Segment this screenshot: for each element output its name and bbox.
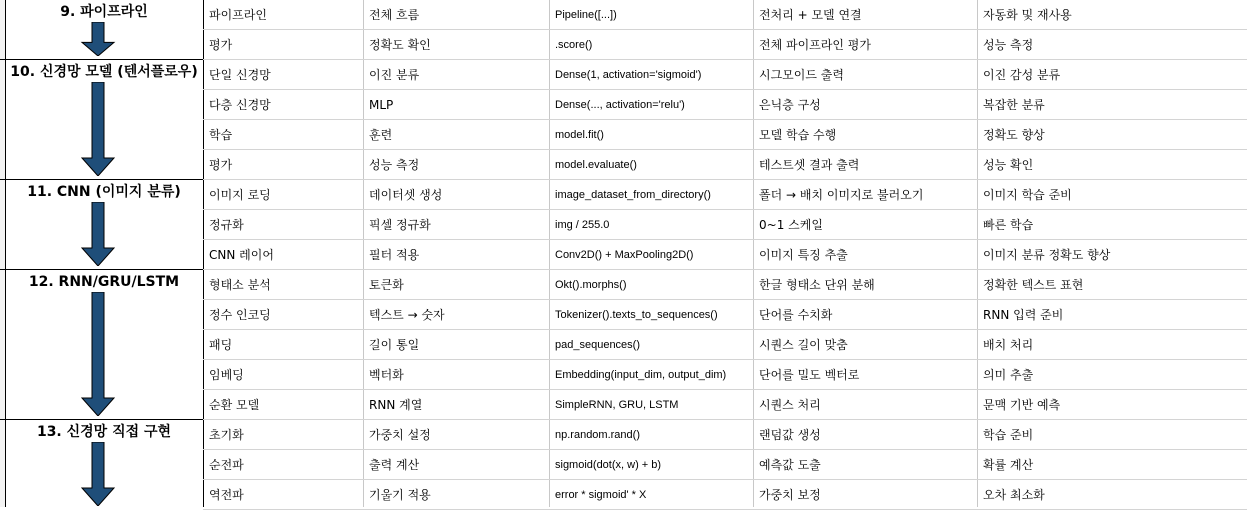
table-cell[interactable]: SimpleRNN, GRU, LSTM <box>555 399 679 411</box>
table-cell[interactable]: 패딩 <box>209 338 233 352</box>
table-cell[interactable]: 단일 신경망 <box>209 68 271 82</box>
table-cell[interactable]: 길이 통일 <box>369 338 420 352</box>
table-cell[interactable]: pad_sequences() <box>555 339 641 351</box>
table-cell[interactable]: np.random.rand() <box>555 429 640 441</box>
table-cell[interactable]: 문맥 기반 예측 <box>983 398 1061 412</box>
table-cell[interactable]: Dense(1, activation='sigmoid') <box>555 69 702 81</box>
table-cell[interactable]: error * sigmoid' * X <box>555 489 647 501</box>
section-divider <box>0 419 203 420</box>
table-cell[interactable]: 학습 준비 <box>983 428 1034 442</box>
table-cell[interactable]: 토큰화 <box>369 278 404 292</box>
table-cell[interactable]: 시그모이드 출력 <box>759 68 844 82</box>
table-cell[interactable]: 확률 계산 <box>983 458 1034 472</box>
table-cell[interactable]: 이미지 학습 준비 <box>983 188 1072 202</box>
table-cell[interactable]: 단어를 수치화 <box>759 308 833 322</box>
table-cell[interactable]: img / 255.0 <box>555 219 610 231</box>
table-cell[interactable]: Okt().morphs() <box>555 279 627 291</box>
table-cell[interactable]: image_dataset_from_directory() <box>555 189 711 201</box>
table-cell[interactable]: 역전파 <box>209 488 244 502</box>
table-cell[interactable]: 성능 측정 <box>369 158 420 172</box>
table-cell[interactable]: sigmoid(dot(x, w) + b) <box>555 459 662 471</box>
table-cell[interactable]: 기울기 적용 <box>369 488 431 502</box>
table-cell[interactable]: 정확도 확인 <box>369 38 431 52</box>
table-cell[interactable]: 훈련 <box>369 128 393 142</box>
down-arrow-icon <box>78 202 118 266</box>
table-cell[interactable]: 폴더 → 배치 이미지로 불러오기 <box>759 188 924 202</box>
table-cell[interactable]: 필터 적용 <box>369 248 420 262</box>
table-cell[interactable]: 배치 처리 <box>983 338 1034 352</box>
table-cell[interactable]: 학습 <box>209 128 233 142</box>
table-cell[interactable]: 평가 <box>209 38 233 52</box>
table-cell[interactable]: 이미지 분류 정확도 향상 <box>983 248 1111 262</box>
section-title: 13. 신경망 직접 구현 <box>36 424 172 440</box>
table-cell[interactable]: 빠른 학습 <box>983 218 1034 232</box>
down-arrow-icon <box>78 442 118 506</box>
table-cell[interactable]: 임베딩 <box>209 368 244 382</box>
section-title: 10. 신경망 모델 (텐서플로우) <box>10 64 198 80</box>
table-cell[interactable]: 이진 분류 <box>369 68 420 82</box>
table-cell[interactable]: 성능 측정 <box>983 38 1034 52</box>
table-cell[interactable]: CNN 레이어 <box>209 248 274 262</box>
table-cell[interactable]: model.fit() <box>555 129 604 141</box>
section-title: 12. RNN/GRU/LSTM <box>28 274 180 290</box>
table-cell[interactable]: 텍스트 → 숫자 <box>369 308 445 322</box>
table-cell[interactable]: 평가 <box>209 158 233 172</box>
table-cell[interactable]: 전처리 + 모델 연결 <box>759 8 862 22</box>
table-cell[interactable]: Dense(..., activation='relu') <box>555 99 685 111</box>
table-cell[interactable]: 복잡한 분류 <box>983 98 1045 112</box>
table-cell[interactable]: 가중치 보정 <box>759 488 821 502</box>
table-cell[interactable]: 파이프라인 <box>209 8 267 22</box>
table-cell[interactable]: 정규화 <box>209 218 244 232</box>
table-cell[interactable]: 전체 파이프라인 평가 <box>759 38 871 52</box>
table-cell[interactable]: 시퀀스 처리 <box>759 398 821 412</box>
table-cell[interactable]: 픽셀 정규화 <box>369 218 431 232</box>
table-cell[interactable]: 이진 감성 분류 <box>983 68 1061 82</box>
column-divider <box>203 0 204 507</box>
column-divider <box>977 0 978 507</box>
column-divider <box>753 0 754 507</box>
table-cell[interactable]: 0~1 스케일 <box>759 218 823 232</box>
table-cell[interactable]: 예측값 도출 <box>759 458 821 472</box>
table-cell[interactable]: 은닉층 구성 <box>759 98 821 112</box>
table-cell[interactable]: Conv2D() + MaxPooling2D() <box>555 249 694 261</box>
table-cell[interactable]: 다층 신경망 <box>209 98 271 112</box>
column-divider <box>549 0 550 507</box>
table-cell[interactable]: 성능 확인 <box>983 158 1034 172</box>
section-divider <box>0 179 203 180</box>
section-title: 9. 파이프라인 <box>60 4 148 20</box>
table-cell[interactable]: 정확도 향상 <box>983 128 1045 142</box>
table-cell[interactable]: 형태소 분석 <box>209 278 271 292</box>
table-cell[interactable]: 랜덤값 생성 <box>759 428 821 442</box>
table-cell[interactable]: 출력 계산 <box>369 458 420 472</box>
table-cell[interactable]: 시퀀스 길이 맞춤 <box>759 338 848 352</box>
section-title: 11. CNN (이미지 분류) <box>27 184 181 200</box>
table-cell[interactable]: 모델 학습 수행 <box>759 128 837 142</box>
down-arrow-icon <box>78 82 118 176</box>
table-cell[interactable]: 테스트셋 결과 출력 <box>759 158 860 172</box>
table-cell[interactable]: Tokenizer().texts_to_sequences() <box>555 309 718 321</box>
column-divider <box>363 0 364 507</box>
table-cell[interactable]: 한글 형태소 단위 분해 <box>759 278 875 292</box>
table-cell[interactable]: 정확한 텍스트 표현 <box>983 278 1084 292</box>
section-divider <box>0 269 203 270</box>
table-cell[interactable]: 의미 추출 <box>983 368 1034 382</box>
table-cell[interactable]: 이미지 로딩 <box>209 188 271 202</box>
table-cell[interactable]: .score() <box>555 39 593 51</box>
down-arrow-icon <box>78 292 118 416</box>
table-cell[interactable]: 초기화 <box>209 428 244 442</box>
table-cell[interactable]: 데이터셋 생성 <box>369 188 443 202</box>
table-cell[interactable]: Pipeline([...]) <box>555 9 617 21</box>
table-cell[interactable]: RNN 계열 <box>369 398 423 412</box>
table-cell[interactable]: 순전파 <box>209 458 244 472</box>
table-cell[interactable]: 전체 흐름 <box>369 8 420 22</box>
table-cell[interactable]: 자동화 및 재사용 <box>983 8 1072 22</box>
table-cell[interactable]: MLP <box>369 98 394 112</box>
down-arrow-icon <box>78 22 118 56</box>
table-cell[interactable]: 벡터화 <box>369 368 404 382</box>
table-cell[interactable]: 이미지 특징 추출 <box>759 248 848 262</box>
table-cell[interactable]: 정수 인코딩 <box>209 308 271 322</box>
table-cell[interactable]: Embedding(input_dim, output_dim) <box>555 369 727 381</box>
table-cell[interactable]: 가중치 설정 <box>369 428 431 442</box>
table-cell[interactable]: 오차 최소화 <box>983 488 1045 502</box>
table-cell[interactable]: 순환 모델 <box>209 398 260 412</box>
table-cell[interactable]: model.evaluate() <box>555 159 637 171</box>
section-divider <box>0 59 203 60</box>
table-cell[interactable]: 단어를 밀도 벡터로 <box>759 368 860 382</box>
table-cell[interactable]: RNN 입력 준비 <box>983 308 1064 322</box>
